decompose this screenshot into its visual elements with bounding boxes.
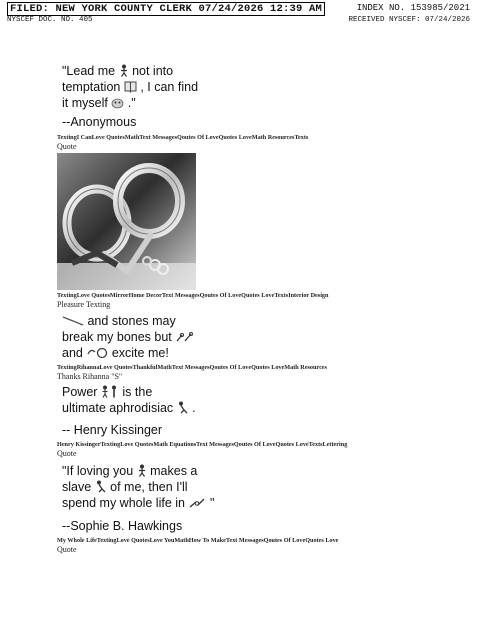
received-date: RECEIVED NYSCEF: 07/24/2026: [348, 16, 470, 24]
book-icon: [124, 80, 137, 93]
person-icon: [137, 464, 147, 477]
quote-4-tags: Henry KissingerTextingLove QuotesMath EquationsText MessagesQoutes Of LoveQuotes LoveTextsLettering: [57, 441, 348, 448]
quote-1-line-1: "Lead me not into: [62, 64, 174, 78]
doc-number: NYSCEF DOC. NO. 405: [7, 16, 93, 24]
quote-5-line-2: slave of me, then I'll: [62, 480, 188, 494]
face-icon: [111, 98, 124, 109]
quote-3-line-2: break my bones but: [62, 329, 193, 345]
people-icon: [101, 385, 119, 398]
quote-4-caption: Quote: [57, 449, 77, 458]
quote-3-tags: TextingRihannaLove QuotesThankfulMathText MessagesQoutes Of LoveQuotes LoveMath Resources: [57, 364, 327, 371]
quote-4-author: -- Henry Kissinger: [62, 423, 163, 437]
quote-3-line-3: and excite me!: [62, 346, 169, 360]
handcuffs-image: [57, 153, 196, 290]
quote-5-line-1: "If loving you makes a: [62, 464, 198, 478]
kneeling-person-icon: [177, 401, 189, 414]
quote-1-author: --Anonymous: [62, 115, 137, 129]
quote-1-line-2: temptation , I can find: [62, 80, 199, 94]
quote-4-line-1: Power is the: [62, 385, 153, 399]
quote-2-tags: TextingLove QuotesMirrorHome DecorText MessagesQoutes Of LoveQuotes LoveTextsInterior Design: [57, 292, 329, 299]
quote-5-line-3: spend my whole life in ": [62, 496, 215, 510]
quote-1-tags: TextingI CanLove QuotesMathText MessagesQoutes Of LoveQuotes LoveMath ResourcesTexts: [57, 134, 309, 141]
bones-icon: [175, 331, 193, 343]
quote-4-line-2: ultimate aphrodisiac .: [62, 401, 196, 415]
quote-1-caption: Quote: [57, 142, 77, 151]
quote-3-line-1: and stones may: [62, 313, 176, 329]
whip-chain-icon: [86, 346, 108, 359]
chains-icon: [188, 497, 206, 509]
kneeling-person-icon: [95, 480, 107, 493]
quote-3-caption: Thanks Rihanna "S": [57, 372, 123, 381]
index-number: INDEX NO. 153985/2021: [356, 3, 470, 13]
stick-icon: [62, 315, 84, 327]
quote-5-tags: My Whole LifeTextingLove QuotesLove YouMathHow To MakeText MessagesQoutes Of LoveQuotes Love: [57, 537, 339, 544]
quote-2-caption: Pleasure Texting: [57, 300, 111, 309]
quote-5-author: --Sophie B. Hawkings: [62, 519, 183, 533]
filed-stamp: FILED: NEW YORK COUNTY CLERK 07/24/2026 12:39 AM: [7, 2, 325, 16]
quote-1-line-3: it myself .": [62, 96, 136, 110]
person-icon: [119, 64, 129, 77]
quote-5-caption: Quote: [57, 545, 77, 554]
